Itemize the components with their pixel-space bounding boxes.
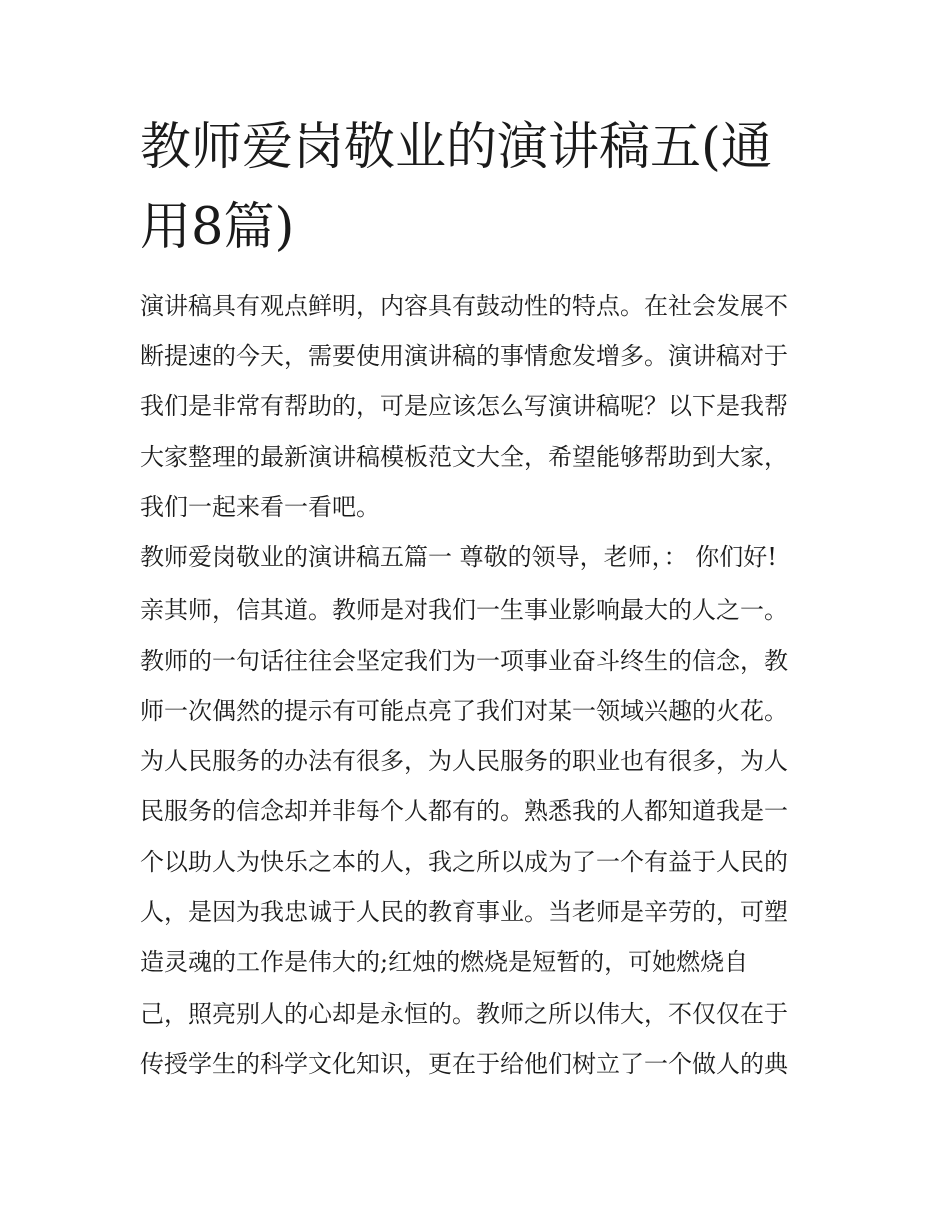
body-line: 个以助人为快乐之本的人，我之所以成为了一个有益于人民的 xyxy=(140,848,788,876)
body-line: 演讲稿具有观点鲜明，内容具有鼓动性的特点。在社会发展不 xyxy=(140,292,788,320)
body-line: 我们一起来看一看吧。 xyxy=(140,493,380,521)
body-line: 己，照亮别人的心却是永恒的。教师之所以伟大，不仅仅在于 xyxy=(140,1000,788,1028)
body-line: 教师的一句话往往会坚定我们为一项事业奋斗终生的信念，教 xyxy=(140,647,788,675)
body-line: 传授学生的科学文化知识，更在于给他们树立了一个做人的典 xyxy=(140,1050,788,1078)
body-line: 民服务的信念却并非每个人都有的。熟悉我的人都知道我是一 xyxy=(140,797,788,825)
body-line: 为人民服务的办法有很多，为人民服务的职业也有很多，为人 xyxy=(140,747,788,775)
body-line: 大家整理的最新演讲稿模板范文大全，希望能够帮助到大家， xyxy=(140,443,788,471)
body-line: 断提速的今天，需要使用演讲稿的事情愈发增多。演讲稿对于 xyxy=(140,342,788,370)
body-line: 人，是因为我忠诚于人民的教育事业。当老师是辛劳的，可塑 xyxy=(140,898,788,926)
body-line: 教师爱岗敬业的演讲稿五篇一 尊敬的领导，老师，： 你们好! xyxy=(140,543,777,571)
body-line: 造灵魂的工作是伟大的;红烛的燃烧是短暂的，可她燃烧自 xyxy=(140,948,749,976)
body-line: 亲其师，信其道。教师是对我们一生事业影响最大的人之一。 xyxy=(140,596,788,624)
document-title: 教师爱岗敬业的演讲稿五(通用8篇) xyxy=(140,118,772,257)
body-line: 我们是非常有帮助的，可是应该怎么写演讲稿呢？以下是我帮 xyxy=(140,392,788,420)
body-line: 师一次偶然的提示有可能点亮了我们对某一领域兴趣的火花。 xyxy=(140,697,788,725)
